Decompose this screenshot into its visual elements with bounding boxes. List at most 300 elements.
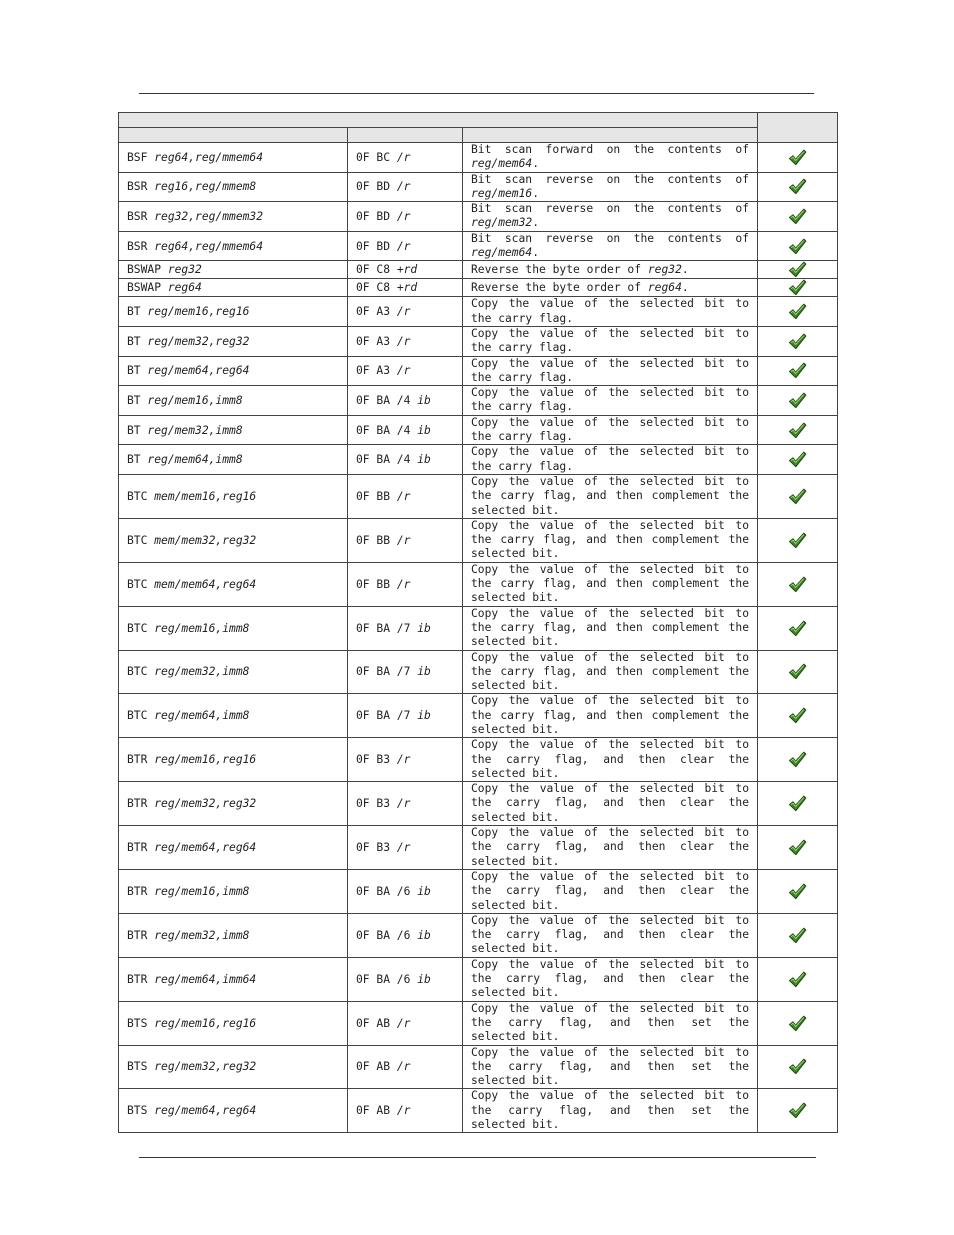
table-row	[119, 606, 838, 650]
opcode-suffix: /r	[396, 180, 411, 194]
support-cell	[758, 474, 838, 518]
description-cell	[463, 415, 758, 445]
description-cell	[463, 1089, 758, 1133]
checkmark-icon	[788, 303, 807, 320]
mnemonic: BT	[127, 364, 141, 378]
table-row	[119, 650, 838, 694]
checkmark-icon	[788, 971, 807, 988]
description-end: .	[532, 216, 540, 230]
table-header-group-row	[119, 113, 838, 128]
checkmark-icon	[788, 488, 807, 505]
table-row	[119, 172, 838, 202]
opcode: 0F BB	[356, 577, 391, 591]
mnemonic-cell	[119, 297, 348, 327]
table-row	[119, 279, 838, 297]
mnemonic: BT	[127, 305, 141, 319]
operands: reg/mem64,reg64	[154, 1104, 257, 1118]
opcode: 0F BA /4	[356, 393, 411, 407]
header-rule	[139, 93, 814, 94]
description: Copy the value of the selected bit to the carry flag, and then clear the selected bit.	[471, 913, 750, 956]
table-row	[119, 445, 838, 475]
mnemonic-cell	[119, 356, 348, 386]
description-cell	[463, 694, 758, 738]
description: Bit scan reverse on the contents of	[471, 202, 750, 216]
description-cell	[463, 913, 758, 957]
operands: reg/mem64,reg64	[147, 364, 250, 378]
table-row	[119, 913, 838, 957]
opcode: 0F BA /6	[356, 928, 411, 942]
mnemonic-cell	[119, 650, 348, 694]
description-cell	[463, 1045, 758, 1089]
operands: reg/mem32,imm8	[154, 928, 250, 942]
description-end: .	[681, 280, 689, 294]
mnemonic: BTR	[127, 753, 148, 767]
mnemonic: BSR	[127, 239, 148, 253]
opcode-suffix: ib	[417, 453, 431, 467]
operands: reg64	[167, 281, 202, 295]
checkmark-icon	[788, 1058, 807, 1075]
operands: reg/mem32,reg32	[147, 334, 250, 348]
opcode: 0F BB	[356, 489, 391, 503]
mnemonic: BSWAP	[127, 281, 162, 295]
table-row	[119, 202, 838, 232]
description: Copy the value of the selected bit to the carry flag.	[471, 415, 750, 444]
operands: reg/mem32,reg32	[154, 797, 257, 811]
support-cell	[758, 738, 838, 782]
opcode-cell	[348, 231, 463, 261]
opcode-suffix: ib	[417, 665, 431, 679]
mnemonic: BSF	[127, 150, 148, 164]
opcode-cell	[348, 650, 463, 694]
opcode-suffix: /r	[396, 1104, 411, 1118]
checkmark-icon	[788, 883, 807, 900]
description-cell	[463, 869, 758, 913]
support-cell	[758, 143, 838, 173]
opcode-cell	[348, 297, 463, 327]
description-end: .	[532, 246, 540, 260]
checkmark-icon	[788, 208, 807, 225]
support-cell	[758, 694, 838, 738]
description: Copy the value of the selected bit to the carry flag, and then clear the selected bit.	[471, 738, 750, 780]
support-cell	[758, 782, 838, 826]
opcode-cell	[348, 445, 463, 475]
mnemonic: BT	[127, 423, 141, 437]
mnemonic: BTR	[127, 797, 148, 811]
description-operand: reg/mem32	[471, 216, 533, 230]
mnemonic-cell	[119, 913, 348, 957]
opcode: 0F BA /4	[356, 453, 411, 467]
operands: reg32,reg/mmem32	[154, 209, 264, 223]
mnemonic: BTC	[127, 489, 148, 503]
mnemonic: BTC	[127, 577, 148, 591]
checkmark-icon	[788, 451, 807, 468]
table-row	[119, 562, 838, 606]
table-row	[119, 261, 838, 279]
opcode-cell	[348, 474, 463, 518]
description: Copy the value of the selected bit to the carry flag, and then complement the selected bit.	[471, 606, 750, 649]
description-cell	[463, 202, 758, 232]
description-cell	[463, 562, 758, 606]
table-row	[119, 415, 838, 445]
checkmark-icon	[788, 795, 807, 812]
mnemonic: BTS	[127, 1060, 148, 1074]
opcode-cell	[348, 202, 463, 232]
operands: reg/mem32,imm8	[154, 665, 250, 679]
opcode: 0F C8	[356, 263, 391, 277]
mnemonic: BTR	[127, 928, 148, 942]
mnemonic-cell	[119, 694, 348, 738]
opcode: 0F BA /7	[356, 665, 411, 679]
table-row	[119, 231, 838, 261]
checkmark-icon	[788, 707, 807, 724]
checkmark-icon	[788, 149, 807, 166]
description: Copy the value of the selected bit to the carry flag.	[471, 297, 750, 325]
opcode: 0F A3	[356, 305, 391, 319]
operands: reg/mem16,imm8	[154, 621, 250, 635]
support-cell	[758, 869, 838, 913]
description: Copy the value of the selected bit to the carry flag, and then complement the selected bit.	[471, 650, 750, 693]
checkmark-icon	[788, 392, 807, 409]
description-cell	[463, 356, 758, 386]
opcode-suffix: /r	[396, 841, 411, 854]
description: Copy the value of the selected bit to the carry flag.	[471, 445, 750, 473]
description: Copy the value of the selected bit to the carry flag, and then set the selected bit.	[471, 1001, 750, 1044]
mnemonic: BT	[127, 393, 141, 407]
description: Copy the value of the selected bit to the carry flag, and then complement the selected bit.	[471, 694, 750, 736]
description-cell	[463, 518, 758, 562]
opcode-cell	[348, 694, 463, 738]
description: Copy the value of the selected bit to the carry flag.	[471, 356, 750, 384]
description-cell	[463, 650, 758, 694]
description-cell	[463, 386, 758, 416]
support-header	[758, 113, 838, 143]
opcode-suffix: ib	[417, 621, 431, 635]
description: Copy the value of the selected bit to the carry flag, and then clear the selected bit.	[471, 869, 750, 912]
support-cell	[758, 826, 838, 870]
operands: reg/mem64,imm8	[154, 709, 250, 723]
operands: mem/mem32,reg32	[154, 533, 257, 547]
opcode: 0F BD	[356, 180, 391, 194]
mnemonic-cell	[119, 606, 348, 650]
operands: reg/mem32,reg32	[154, 1060, 257, 1074]
opcode: 0F C8	[356, 281, 391, 295]
opcode-cell	[348, 415, 463, 445]
description: Copy the value of the selected bit to the carry flag, and then complement the selected bit.	[471, 474, 750, 517]
opcode-cell	[348, 869, 463, 913]
support-cell	[758, 386, 838, 416]
opcode-suffix: /r	[396, 797, 411, 811]
description-cell	[463, 172, 758, 202]
opcode-suffix: /r	[396, 334, 411, 348]
opcode: 0F B3	[356, 841, 391, 854]
description: Copy the value of the selected bit to the carry flag, and then set the selected bit.	[471, 1089, 750, 1131]
description-cell	[463, 474, 758, 518]
opcode-cell	[348, 957, 463, 1001]
support-cell	[758, 957, 838, 1001]
opcode-suffix: /r	[396, 239, 411, 253]
opcode-cell	[348, 386, 463, 416]
table-row	[119, 782, 838, 826]
description-cell	[463, 231, 758, 261]
table-row	[119, 518, 838, 562]
mnemonic-cell	[119, 445, 348, 475]
operands: reg/mem16,reg16	[154, 753, 257, 767]
support-cell	[758, 297, 838, 327]
table-row	[119, 1089, 838, 1133]
opcode-suffix: /r	[396, 1016, 411, 1030]
support-cell	[758, 231, 838, 261]
mnemonic: BTC	[127, 709, 148, 723]
table-row	[119, 1045, 838, 1089]
support-cell	[758, 562, 838, 606]
support-cell	[758, 415, 838, 445]
table-row	[119, 1001, 838, 1045]
opcode-cell	[348, 1045, 463, 1089]
description-cell	[463, 1001, 758, 1045]
support-cell	[758, 172, 838, 202]
checkmark-icon	[788, 362, 807, 379]
description: Copy the value of the selected bit to the carry flag, and then clear the selected bit.	[471, 826, 750, 868]
opcode: 0F AB	[356, 1060, 391, 1074]
opcode: 0F A3	[356, 364, 391, 378]
description: Bit scan reverse on the contents of	[471, 231, 750, 245]
opcode-suffix: /r	[396, 150, 411, 164]
mnemonic-cell	[119, 261, 348, 279]
mnemonic: BSR	[127, 209, 148, 223]
opcode-cell	[348, 143, 463, 173]
operands: reg/mem64,reg64	[154, 841, 257, 854]
opcode-cell	[348, 826, 463, 870]
description-operand: reg32	[647, 262, 682, 276]
mnemonic-cell	[119, 957, 348, 1001]
mnemonic: BTC	[127, 621, 148, 635]
opcode-suffix: /r	[396, 533, 411, 547]
opcode: 0F B3	[356, 797, 391, 811]
opcode-suffix: +rd	[396, 281, 418, 295]
opcode-suffix: /r	[396, 209, 411, 223]
checkmark-icon	[788, 238, 807, 255]
operands: reg/mem16,imm8	[147, 393, 243, 407]
opcode-suffix: ib	[417, 928, 431, 942]
mnemonic: BTR	[127, 884, 148, 898]
description: Copy the value of the selected bit to the carry flag, and then set the selected bit.	[471, 1045, 750, 1088]
mnemonic: BT	[127, 453, 141, 467]
opcode-suffix: +rd	[396, 263, 418, 277]
support-cell	[758, 202, 838, 232]
opcode-suffix: ib	[417, 884, 431, 898]
mnemonic-cell	[119, 738, 348, 782]
description-cell	[463, 279, 758, 297]
description: Bit scan forward on the contents of	[471, 143, 750, 156]
description: Copy the value of the selected bit to the carry flag.	[471, 386, 750, 414]
description-cell	[463, 957, 758, 1001]
description: Reverse the byte order of	[471, 262, 642, 276]
operands: reg16,reg/mmem8	[154, 180, 257, 194]
table-row	[119, 356, 838, 386]
opcode-cell	[348, 261, 463, 279]
opcode: 0F BA /7	[356, 709, 411, 723]
mnemonic-cell	[119, 518, 348, 562]
description-end: .	[681, 262, 689, 276]
mnemonic-cell	[119, 231, 348, 261]
table-row	[119, 957, 838, 1001]
description: Copy the value of the selected bit to the carry flag, and then complement the selected bit.	[471, 518, 750, 561]
opcode-suffix: ib	[417, 972, 431, 986]
table-row	[119, 474, 838, 518]
checkmark-icon	[788, 1102, 807, 1119]
mnemonic-cell	[119, 415, 348, 445]
mnemonic-cell	[119, 1089, 348, 1133]
operands: reg32	[167, 263, 202, 277]
description-end: .	[532, 157, 540, 171]
mnemonic: BTR	[127, 972, 148, 986]
operands: reg64,reg/mmem64	[154, 239, 264, 253]
opcode: 0F BA /4	[356, 423, 411, 437]
support-cell	[758, 1001, 838, 1045]
instruction-table	[118, 112, 838, 1133]
description-cell	[463, 326, 758, 356]
mnemonic-cell	[119, 782, 348, 826]
mnemonic-cell	[119, 1001, 348, 1045]
description-end: .	[532, 186, 540, 200]
description: Copy the value of the selected bit to the carry flag, and then clear the selected bit.	[471, 782, 750, 824]
operands: reg64,reg/mmem64	[154, 150, 264, 164]
checkmark-icon	[788, 576, 807, 593]
table-row	[119, 694, 838, 738]
opcode-suffix: /r	[396, 364, 411, 378]
checkmark-icon	[788, 927, 807, 944]
table-header-row	[119, 128, 838, 143]
mnemonic: BSWAP	[127, 263, 162, 277]
description: Bit scan reverse on the contents of	[471, 172, 750, 186]
footer-rule	[139, 1157, 816, 1158]
mnemonic: BTC	[127, 665, 148, 679]
opcode-cell	[348, 356, 463, 386]
support-cell	[758, 1045, 838, 1089]
opcode-cell	[348, 1001, 463, 1045]
mnemonic: BTS	[127, 1104, 148, 1118]
opcode-cell	[348, 782, 463, 826]
support-cell	[758, 1089, 838, 1133]
opcode-cell	[348, 279, 463, 297]
mnemonic-cell	[119, 826, 348, 870]
checkmark-icon	[788, 422, 807, 439]
description-cell	[463, 738, 758, 782]
mnemonic-cell	[119, 474, 348, 518]
opcode: 0F AB	[356, 1104, 391, 1118]
operands: reg/mem16,reg16	[147, 305, 250, 319]
opcode-cell	[348, 606, 463, 650]
support-cell	[758, 326, 838, 356]
description-cell	[463, 261, 758, 279]
table-row	[119, 738, 838, 782]
mnemonic-cell	[119, 202, 348, 232]
checkmark-icon	[788, 663, 807, 680]
operands: reg/mem64,imm64	[154, 972, 257, 986]
opcode-cell	[348, 326, 463, 356]
checkmark-icon	[788, 532, 807, 549]
opcode-suffix: ib	[417, 393, 431, 407]
table-row	[119, 143, 838, 173]
operands: reg/mem16,reg16	[154, 1016, 257, 1030]
support-cell	[758, 279, 838, 297]
description-cell	[463, 445, 758, 475]
support-cell	[758, 913, 838, 957]
table-row	[119, 297, 838, 327]
description: Reverse the byte order of	[471, 280, 642, 294]
checkmark-icon	[788, 333, 807, 350]
description-operand: reg/mem64	[471, 246, 533, 260]
operands: mem/mem16,reg16	[154, 489, 257, 503]
opcode: 0F BC	[356, 150, 391, 164]
opcode-cell	[348, 518, 463, 562]
opcode-suffix: /r	[396, 753, 411, 767]
opcode-suffix: ib	[417, 423, 431, 437]
description: Copy the value of the selected bit to the carry flag, and then complement the selected bit.	[471, 562, 750, 605]
opcode: 0F B3	[356, 753, 391, 767]
mnemonic: BT	[127, 334, 141, 348]
opcode: 0F BB	[356, 533, 391, 547]
support-cell	[758, 650, 838, 694]
description-cell	[463, 297, 758, 327]
mnemonic-cell	[119, 172, 348, 202]
description-cell	[463, 826, 758, 870]
mnemonic: BSR	[127, 180, 148, 194]
mnemonic-cell	[119, 869, 348, 913]
description-cell	[463, 143, 758, 173]
checkmark-icon	[788, 261, 807, 278]
description: Copy the value of the selected bit to the carry flag.	[471, 326, 750, 355]
opcode: 0F BA /6	[356, 884, 411, 898]
description-cell	[463, 606, 758, 650]
description-operand: reg64	[647, 280, 682, 294]
operands: mem/mem64,reg64	[154, 577, 257, 591]
table-row	[119, 826, 838, 870]
checkmark-icon	[788, 839, 807, 856]
opcode: 0F BD	[356, 239, 391, 253]
table-row	[119, 386, 838, 416]
operands: reg/mem16,imm8	[154, 884, 250, 898]
mnemonic: BTC	[127, 533, 148, 547]
table-body	[119, 143, 838, 1133]
opcode: 0F A3	[356, 334, 391, 348]
opcode-suffix: /r	[396, 577, 411, 591]
mnemonic-cell	[119, 143, 348, 173]
group-header	[119, 113, 758, 128]
table-row	[119, 869, 838, 913]
mnemonic-cell	[119, 1045, 348, 1089]
opcode-suffix: /r	[396, 305, 411, 319]
description-operand: reg/mem64	[471, 157, 533, 171]
mnemonic-header	[119, 128, 348, 143]
description: Copy the value of the selected bit to the carry flag, and then clear the selected bit.	[471, 957, 750, 1000]
opcode: 0F BD	[356, 209, 391, 223]
support-cell	[758, 518, 838, 562]
opcode: 0F BA /7	[356, 621, 411, 635]
mnemonic-cell	[119, 326, 348, 356]
description-header	[463, 128, 758, 143]
table-row	[119, 326, 838, 356]
support-cell	[758, 261, 838, 279]
opcode-cell	[348, 562, 463, 606]
opcode-cell	[348, 738, 463, 782]
checkmark-icon	[788, 751, 807, 768]
mnemonic: BTR	[127, 841, 148, 854]
description-cell	[463, 782, 758, 826]
opcode: 0F AB	[356, 1016, 391, 1030]
checkmark-icon	[788, 620, 807, 637]
mnemonic-cell	[119, 562, 348, 606]
